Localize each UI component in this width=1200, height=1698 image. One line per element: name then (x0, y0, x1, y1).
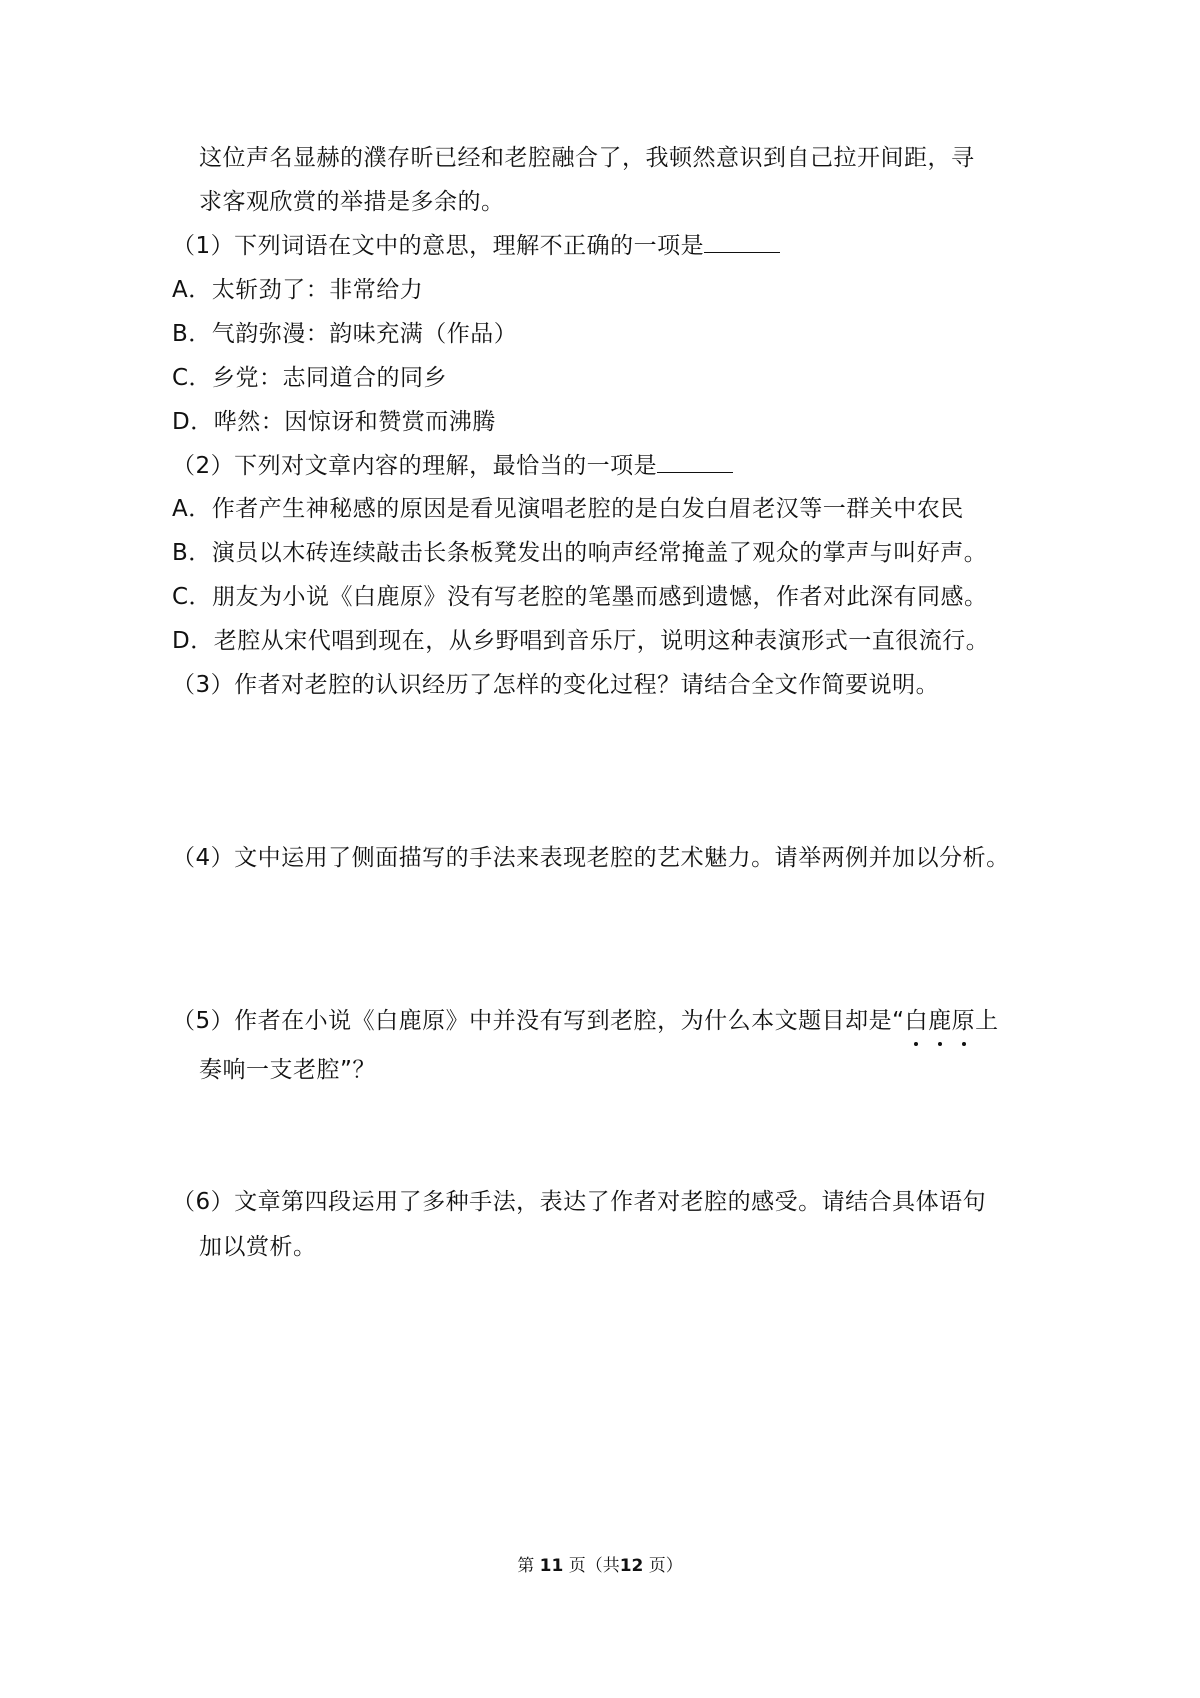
emphasis-dot (962, 1042, 966, 1046)
current-page-number: 11 (539, 1556, 564, 1576)
footer-suffix: 页） (648, 1556, 683, 1576)
emphasized-title-text: 白鹿原上 (904, 1008, 999, 1034)
question-6-line-2: 加以赏析。 (199, 1234, 317, 1260)
answer-blank-2 (657, 452, 733, 473)
total-page-count: 12 (619, 1556, 644, 1576)
question-5-line-1 (172, 1006, 999, 1036)
question-5-line-2: 奏响一支老腔”？ (199, 1057, 376, 1083)
question-2-stem: （2）下列对文章内容的理解，最恰当的一项是 (172, 453, 658, 479)
passage-line-1: 这位声名显赫的濮存昕已经和老腔融合了，我顿然意识到自己拉开间距，寻 (199, 145, 975, 171)
q2-option-d: D．老腔从宋代唱到现在，从乡野唱到音乐厅，说明这种表演形式一直很流行。 (172, 628, 990, 654)
q1-option-d: D．哗然：因惊讶和赞赏而沸腾 (172, 409, 496, 435)
q2-option-c: C．朋友为小说《白鹿原》没有写老腔的笔墨而感到遗憾，作者对此深有同感。 (172, 584, 988, 610)
q1-option-a: A．太斩劲了：非常给力 (172, 277, 424, 303)
question-2 (172, 451, 733, 481)
question-1-stem: （1）下列词语在文中的意思，理解不正确的一项是 (172, 233, 705, 259)
question-6-line-1: （6）文章第四段运用了多种手法，表达了作者对老腔的感受。请结合具体语句 (172, 1189, 987, 1215)
question-1 (172, 231, 780, 261)
footer-middle: 页（共 (568, 1556, 620, 1576)
emphasized-title (905, 1006, 999, 1036)
passage-line-2: 求客观欣赏的举措是多余的。 (199, 189, 505, 215)
footer-prefix: 第 (517, 1556, 535, 1576)
answer-blank-1 (704, 232, 780, 253)
emphasis-dot (914, 1042, 918, 1046)
question-4: （4）文中运用了侧面描写的手法来表现老腔的艺术魅力。请举两例并加以分析。 (172, 845, 1010, 871)
q1-option-b: B．气韵弥漫：韵味充满（作品） (172, 321, 518, 347)
question-5-stem: （5）作者在小说《白鹿原》中并没有写到老腔，为什么本文题目却是“ (172, 1008, 905, 1034)
question-3: （3）作者对老腔的认识经历了怎样的变化过程？请结合全文作简要说明。 (172, 672, 940, 698)
page-footer (0, 1555, 1200, 1577)
q1-option-c: C．乡党：志同道合的同乡 (172, 365, 448, 391)
q2-option-b: B．演员以木砖连续敲击长条板凳发出的响声经常掩盖了观众的掌声与叫好声。 (172, 540, 988, 566)
emphasis-dot (938, 1042, 942, 1046)
q2-option-a: A．作者产生神秘感的原因是看见演唱老腔的是白发白眉老汉等一群关中农民 (172, 496, 964, 522)
